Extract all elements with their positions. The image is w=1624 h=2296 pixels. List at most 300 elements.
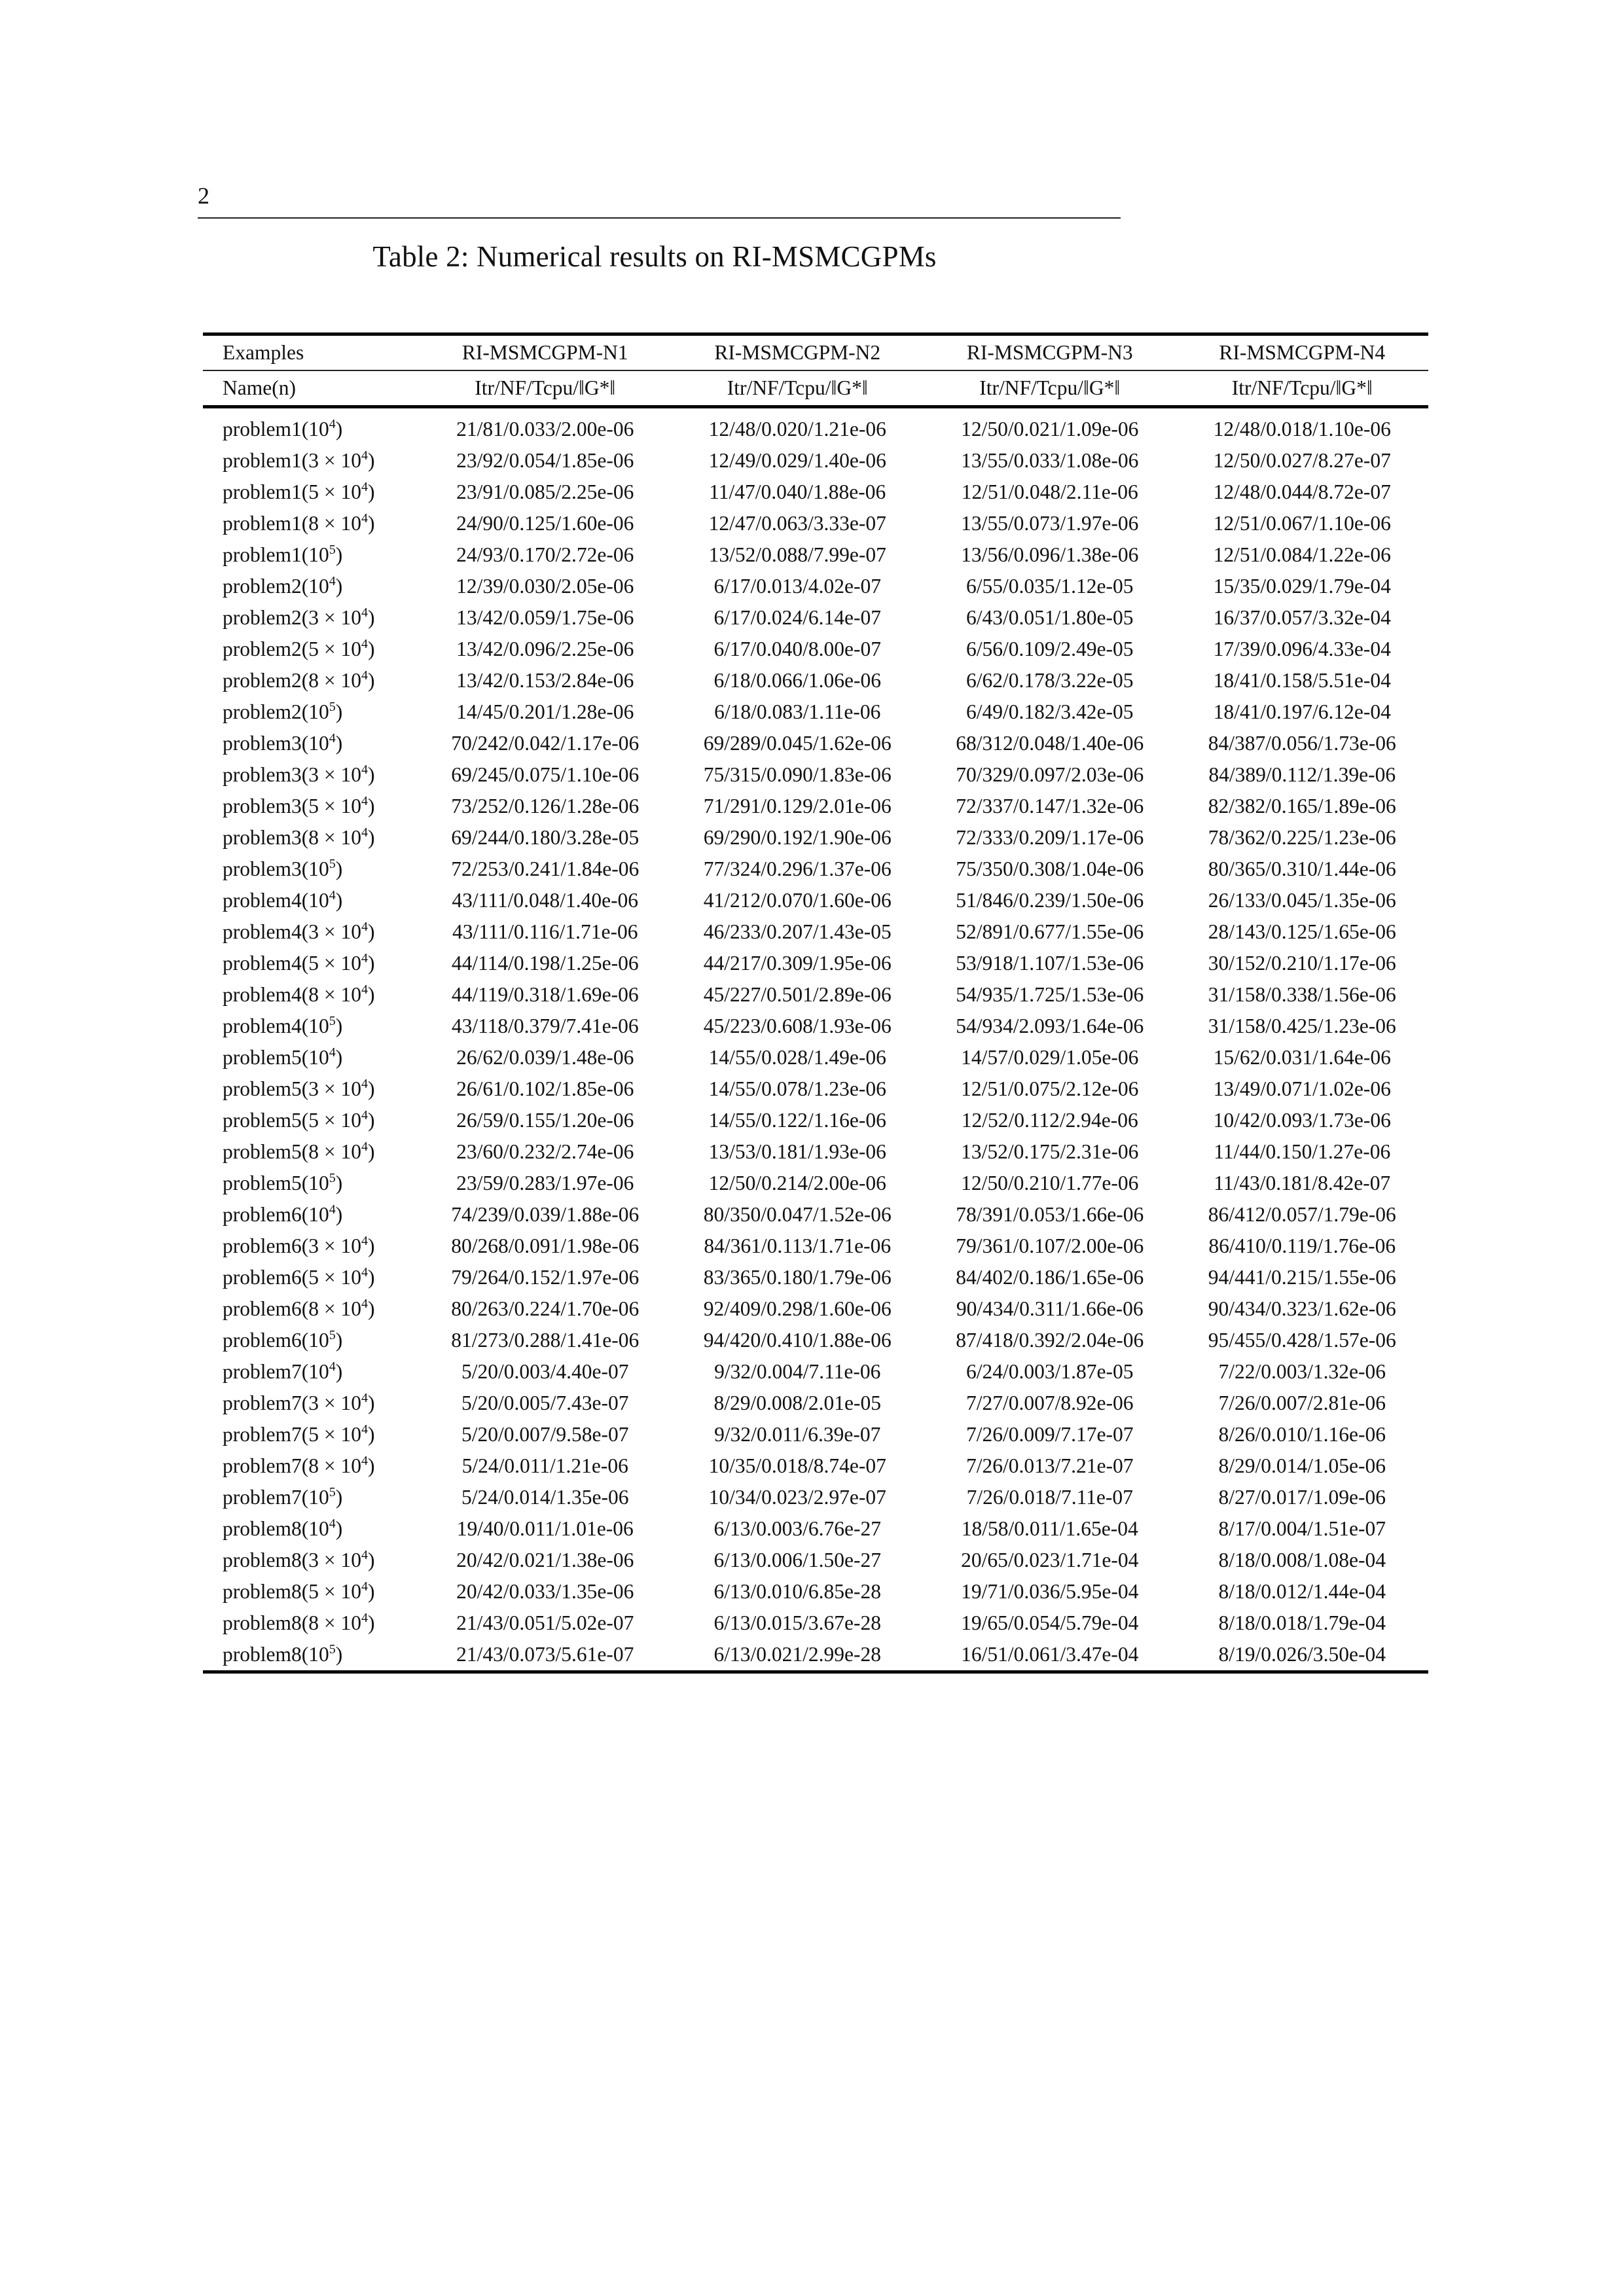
result-cell-n1: 44/119/0.318/1.69e-06 xyxy=(451,983,639,1006)
result-cell-n3: 13/55/0.073/1.97e-06 xyxy=(961,512,1139,535)
result-cell-n3: 75/350/0.308/1.04e-06 xyxy=(956,857,1144,880)
result-cell-n4: 8/18/0.008/1.08e-04 xyxy=(1218,1549,1386,1571)
result-cell-n1: 23/92/0.054/1.85e-06 xyxy=(456,449,634,472)
size-exponent: 4 xyxy=(361,1422,368,1437)
problem-name: problem8 xyxy=(223,1643,302,1666)
size-exponent: 4 xyxy=(329,1202,336,1217)
size-prefix: 5 × xyxy=(308,795,341,817)
result-cell-n3: 6/55/0.035/1.12e-05 xyxy=(966,575,1134,598)
result-cell-n2: 71/291/0.129/2.01e-06 xyxy=(703,795,892,817)
result-cell-n2: 77/324/0.296/1.37e-06 xyxy=(703,857,892,880)
problem-name-cell: $problem8(10^5)$ xyxy=(203,1639,419,1672)
problem-name: problem5 xyxy=(223,1172,302,1194)
result-cell-n4: 94/441/0.215/1.55e-06 xyxy=(1208,1266,1396,1289)
size-exponent: 4 xyxy=(361,1265,368,1280)
column-subheader: Itr/NF/Tcpu/‖G*‖ xyxy=(1176,370,1429,407)
table-row xyxy=(203,1105,1428,1136)
result-cell-n3: 87/418/0.392/2.04e-06 xyxy=(956,1329,1144,1352)
problem-name: problem3 xyxy=(223,826,302,849)
problem-name: problem7 xyxy=(223,1486,302,1509)
problem-name-cell: problem4(3 × $10^4$) xyxy=(223,920,375,943)
problem-name-cell: $problem4(10^5)$ xyxy=(223,1014,343,1037)
result-cell-n1: 23/91/0.085/2.25e-06 xyxy=(456,480,634,503)
result-cell-n4: 8/29/0.014/1.05e-06 xyxy=(1218,1454,1386,1477)
problem-name-cell: problem6(8 × $10^4$) xyxy=(223,1297,375,1320)
problem-name-cell: $problem2(10^4)$ xyxy=(223,574,343,598)
size-exponent: 5 xyxy=(329,1642,336,1657)
result-cell-n1: 21/43/0.073/5.61e-07 xyxy=(419,1639,672,1672)
result-cell-n2: 94/420/0.410/1.88e-06 xyxy=(703,1329,892,1352)
result-cell-n3: 7/26/0.018/7.11e-07 xyxy=(966,1486,1133,1509)
size-exponent: 4 xyxy=(361,1579,368,1594)
result-cell-n4: 18/41/0.158/5.51e-04 xyxy=(1213,669,1391,692)
results-table-container xyxy=(203,332,1428,1674)
problem-name-cell: problem1(3 × $10^4$) xyxy=(223,448,375,472)
result-cell-n1: 24/93/0.170/2.72e-06 xyxy=(456,543,634,566)
column-header: RI-MSMCGPM-N1 xyxy=(419,334,672,371)
table-row xyxy=(203,1325,1428,1356)
result-cell-n2: 12/48/0.020/1.21e-06 xyxy=(708,418,886,440)
size-exponent: 5 xyxy=(329,1485,336,1499)
size-exponent: 4 xyxy=(361,511,368,526)
size-prefix: 5 × xyxy=(308,1423,341,1446)
result-cell-n4: 80/365/0.310/1.44e-06 xyxy=(1208,857,1396,880)
table-row xyxy=(203,407,1428,446)
result-cell-n4: 78/362/0.225/1.23e-06 xyxy=(1208,826,1396,849)
table-row xyxy=(203,476,1428,508)
column-subheader: Itr/NF/Tcpu/‖G*‖ xyxy=(419,370,672,407)
result-cell-n1: 13/42/0.153/2.84e-06 xyxy=(456,669,634,692)
result-cell-n1: 21/43/0.051/5.02e-07 xyxy=(456,1611,634,1634)
result-cell-n4: 15/62/0.031/1.64e-06 xyxy=(1213,1046,1391,1069)
result-cell-n3: 90/434/0.311/1.66e-06 xyxy=(956,1297,1144,1320)
size-exponent: 4 xyxy=(361,794,368,808)
column-header: Examples xyxy=(203,334,419,371)
result-cell-n4: 30/152/0.210/1.17e-06 xyxy=(1208,952,1396,975)
size-exponent: 5 xyxy=(329,543,336,557)
result-cell-n3: 18/58/0.011/1.65e-04 xyxy=(961,1517,1138,1540)
result-cell-n2: 6/17/0.024/6.14e-07 xyxy=(713,606,881,629)
problem-name-cell: $problem3(10^4)$ xyxy=(223,731,343,755)
problem-name-cell: problem6(3 × $10^4$) xyxy=(223,1234,375,1257)
result-cell-n4: 8/19/0.026/3.50e-04 xyxy=(1176,1639,1429,1672)
result-cell-n3: 14/57/0.029/1.05e-06 xyxy=(961,1046,1139,1069)
result-cell-n4: 12/48/0.018/1.10e-06 xyxy=(1213,418,1391,440)
size-exponent: 5 xyxy=(329,1171,336,1185)
result-cell-n2: 6/13/0.021/2.99e-28 xyxy=(672,1639,924,1672)
problem-name: problem3 xyxy=(223,763,302,786)
problem-name: problem8 xyxy=(223,1549,302,1571)
problem-name: problem4 xyxy=(223,920,302,943)
result-cell-n3: 70/329/0.097/2.03e-06 xyxy=(956,763,1144,786)
result-cell-n4: 12/51/0.084/1.22e-06 xyxy=(1213,543,1391,566)
result-cell-n2: 8/29/0.008/2.01e-05 xyxy=(713,1391,881,1414)
problem-name: problem4 xyxy=(223,983,302,1006)
result-cell-n4: 31/158/0.425/1.23e-06 xyxy=(1208,1014,1396,1037)
result-cell-n1: 5/20/0.007/9.58e-07 xyxy=(461,1423,629,1446)
table-row xyxy=(203,1136,1428,1168)
result-cell-n2: 6/17/0.040/8.00e-07 xyxy=(713,637,881,660)
result-cell-n2: 10/35/0.018/8.74e-07 xyxy=(708,1454,886,1477)
result-cell-n4: 84/387/0.056/1.73e-06 xyxy=(1208,732,1396,755)
column-subheader: Itr/NF/Tcpu/‖G*‖ xyxy=(924,370,1176,407)
result-cell-n1: 69/245/0.075/1.10e-06 xyxy=(451,763,640,786)
size-prefix: 3 × xyxy=(308,1549,341,1571)
result-cell-n2: 10/34/0.023/2.97e-07 xyxy=(708,1486,886,1509)
result-cell-n3: 7/26/0.013/7.21e-07 xyxy=(966,1454,1134,1477)
result-cell-n1: 5/24/0.014/1.35e-06 xyxy=(461,1486,629,1509)
result-cell-n1: 23/59/0.283/1.97e-06 xyxy=(456,1172,634,1194)
result-cell-n4: 13/49/0.071/1.02e-06 xyxy=(1213,1077,1391,1100)
result-cell-n3: 79/361/0.107/2.00e-06 xyxy=(956,1234,1144,1257)
size-exponent: 4 xyxy=(361,1234,368,1248)
column-header: RI-MSMCGPM-N3 xyxy=(924,334,1176,371)
page-number: 2 xyxy=(198,183,209,209)
table-row xyxy=(203,1199,1428,1230)
result-cell-n3: 20/65/0.023/1.71e-04 xyxy=(961,1549,1139,1571)
problem-name: problem7 xyxy=(223,1423,302,1446)
result-cell-n2: 69/290/0.192/1.90e-06 xyxy=(703,826,892,849)
size-exponent: 4 xyxy=(361,1454,368,1468)
size-exponent: 4 xyxy=(329,731,336,745)
problem-name-cell: problem4(5 × $10^4$) xyxy=(223,951,375,975)
problem-name-cell: $problem1(10^4)$ xyxy=(223,417,343,440)
result-cell-n2: 12/49/0.029/1.40e-06 xyxy=(708,449,886,472)
result-cell-n4: 8/27/0.017/1.09e-06 xyxy=(1218,1486,1386,1509)
size-prefix: 8 × xyxy=(308,1140,341,1163)
table-row xyxy=(203,1639,1428,1672)
result-cell-n2: 13/53/0.181/1.93e-06 xyxy=(708,1140,886,1163)
table-row xyxy=(203,1042,1428,1073)
problem-name-cell: problem2(5 × $10^4$) xyxy=(223,637,375,660)
result-cell-n4: 90/434/0.323/1.62e-06 xyxy=(1208,1297,1396,1320)
result-cell-n3: 68/312/0.048/1.40e-06 xyxy=(956,732,1144,755)
result-cell-n1: 13/42/0.059/1.75e-06 xyxy=(456,606,634,629)
result-cell-n1: 43/111/0.116/1.71e-06 xyxy=(452,920,638,943)
size-exponent: 4 xyxy=(329,417,336,431)
result-cell-n4: 15/35/0.029/1.79e-04 xyxy=(1213,575,1391,598)
result-cell-n1: 5/20/0.005/7.43e-07 xyxy=(461,1391,629,1414)
result-cell-n4: 12/51/0.067/1.10e-06 xyxy=(1213,512,1391,535)
column-subheader: Itr/NF/Tcpu/‖G*‖ xyxy=(672,370,924,407)
result-cell-n4: 8/18/0.012/1.44e-04 xyxy=(1218,1580,1386,1603)
problem-name-cell: $problem5(10^5)$ xyxy=(223,1171,343,1194)
table-row xyxy=(203,445,1428,476)
problem-name: problem6 xyxy=(223,1266,302,1289)
problem-name-cell: problem8(8 × $10^4$) xyxy=(223,1611,375,1634)
result-cell-n3: 7/26/0.009/7.17e-07 xyxy=(966,1423,1134,1446)
size-prefix: 8 × xyxy=(308,512,341,535)
size-exponent: 5 xyxy=(329,1014,336,1028)
result-cell-n1: 80/263/0.224/1.70e-06 xyxy=(451,1297,640,1320)
problem-name-cell: problem7(3 × $10^4$) xyxy=(223,1391,375,1414)
result-cell-n3: 72/337/0.147/1.32e-06 xyxy=(956,795,1144,817)
problem-name-cell: $problem6(10^5)$ xyxy=(223,1328,343,1352)
result-cell-n3: 53/918/1.107/1.53e-06 xyxy=(956,952,1144,975)
problem-name-cell: $problem3(10^5)$ xyxy=(223,857,343,880)
result-cell-n2: 9/32/0.004/7.11e-06 xyxy=(714,1360,881,1383)
result-cell-n3: 12/52/0.112/2.94e-06 xyxy=(961,1109,1138,1132)
table-row xyxy=(203,665,1428,696)
table-row xyxy=(203,696,1428,728)
result-cell-n1: 23/60/0.232/2.74e-06 xyxy=(456,1140,634,1163)
result-cell-n4: 28/143/0.125/1.65e-06 xyxy=(1208,920,1396,943)
problem-name-cell: problem5(5 × $10^4$) xyxy=(223,1108,375,1132)
result-cell-n4: 7/26/0.007/2.81e-06 xyxy=(1218,1391,1386,1414)
problem-name: problem4 xyxy=(223,1014,302,1037)
problem-name-cell: problem8(5 × $10^4$) xyxy=(223,1579,375,1603)
column-subheader: Name(n) xyxy=(203,370,419,407)
result-cell-n1: 73/252/0.126/1.28e-06 xyxy=(451,795,640,817)
result-cell-n4: 11/43/0.181/8.42e-07 xyxy=(1214,1172,1391,1194)
result-cell-n3: 13/55/0.033/1.08e-06 xyxy=(961,449,1139,472)
size-exponent: 4 xyxy=(361,1611,368,1625)
problem-name: problem2 xyxy=(223,669,302,692)
result-cell-n2: 83/365/0.180/1.79e-06 xyxy=(703,1266,892,1289)
result-cell-n1: 44/114/0.198/1.25e-06 xyxy=(451,952,639,975)
result-cell-n3: 6/56/0.109/2.49e-05 xyxy=(966,637,1134,660)
result-cell-n2: 6/13/0.015/3.67e-28 xyxy=(713,1611,881,1634)
result-cell-n2: 45/227/0.501/2.89e-06 xyxy=(703,983,892,1006)
result-cell-n3: 6/49/0.182/3.42e-05 xyxy=(966,700,1134,723)
result-cell-n4: 10/42/0.093/1.73e-06 xyxy=(1213,1109,1391,1132)
result-cell-n2: 11/47/0.040/1.88e-06 xyxy=(709,480,886,503)
problem-name: problem6 xyxy=(223,1234,302,1257)
problem-name-cell: $problem2(10^5)$ xyxy=(223,700,343,723)
result-cell-n4: 86/410/0.119/1.76e-06 xyxy=(1208,1234,1396,1257)
size-prefix: 8 × xyxy=(308,826,341,849)
size-prefix: 8 × xyxy=(308,1454,341,1477)
problem-name-cell: problem6(5 × $10^4$) xyxy=(223,1265,375,1289)
problem-name: problem1 xyxy=(223,543,302,566)
table-row xyxy=(203,1450,1428,1482)
problem-name: problem3 xyxy=(223,732,302,755)
result-cell-n3: 12/50/0.210/1.77e-06 xyxy=(961,1172,1139,1194)
result-cell-n4: 12/48/0.044/8.72e-07 xyxy=(1213,480,1391,503)
size-prefix: 8 × xyxy=(308,983,341,1006)
table-row xyxy=(203,1607,1428,1639)
size-prefix: 5 × xyxy=(308,1109,341,1132)
problem-name: problem5 xyxy=(223,1046,302,1069)
result-cell-n1: 26/62/0.039/1.48e-06 xyxy=(456,1046,634,1069)
table-row xyxy=(203,1356,1428,1388)
table-row xyxy=(203,728,1428,759)
problem-name-cell: problem1(8 × $10^4$) xyxy=(223,511,375,535)
size-prefix: 3 × xyxy=(308,1391,341,1414)
table-row xyxy=(203,571,1428,602)
size-exponent: 5 xyxy=(329,700,336,714)
size-exponent: 5 xyxy=(329,857,336,871)
result-cell-n3: 13/56/0.096/1.38e-06 xyxy=(961,543,1139,566)
table-row xyxy=(203,853,1428,885)
result-cell-n2: 6/18/0.083/1.11e-06 xyxy=(714,700,881,723)
result-cell-n4: 12/50/0.027/8.27e-07 xyxy=(1213,449,1391,472)
result-cell-n3: 19/71/0.036/5.95e-04 xyxy=(961,1580,1139,1603)
result-cell-n4: 8/17/0.004/1.51e-07 xyxy=(1218,1517,1386,1540)
result-cell-n3: 12/51/0.075/2.12e-06 xyxy=(961,1077,1139,1100)
result-cell-n4: 17/39/0.096/4.33e-04 xyxy=(1213,637,1391,660)
problem-name-cell: problem1(5 × $10^4$) xyxy=(223,480,375,503)
result-cell-n1: 70/242/0.042/1.17e-06 xyxy=(451,732,640,755)
problem-name-cell: problem2(8 × $10^4$) xyxy=(223,668,375,692)
problem-name: problem4 xyxy=(223,889,302,912)
result-cell-n1: 12/39/0.030/2.05e-06 xyxy=(456,575,634,598)
problem-name: problem6 xyxy=(223,1297,302,1320)
size-exponent: 4 xyxy=(361,920,368,934)
table-row xyxy=(203,508,1428,539)
result-cell-n1: 20/42/0.033/1.35e-06 xyxy=(456,1580,634,1603)
table-row xyxy=(203,1073,1428,1105)
table-row xyxy=(203,539,1428,571)
size-prefix: 3 × xyxy=(308,449,341,472)
table-caption: Table 2: Numerical results on RI-MSMCGPMs xyxy=(372,240,937,273)
result-cell-n1: 81/273/0.288/1.41e-06 xyxy=(451,1329,640,1352)
size-exponent: 4 xyxy=(361,1548,368,1562)
result-cell-n2: 41/212/0.070/1.60e-06 xyxy=(703,889,892,912)
size-prefix: 3 × xyxy=(308,920,341,943)
size-prefix: 3 × xyxy=(308,1077,341,1100)
problem-name-cell: problem7(5 × $10^4$) xyxy=(223,1422,375,1446)
problem-name: problem7 xyxy=(223,1360,302,1383)
result-cell-n2: 13/52/0.088/7.99e-07 xyxy=(708,543,886,566)
result-cell-n2: 69/289/0.045/1.62e-06 xyxy=(703,732,892,755)
size-exponent: 4 xyxy=(361,668,368,683)
result-cell-n2: 6/13/0.003/6.76e-27 xyxy=(713,1517,881,1540)
header-rule xyxy=(198,217,1121,219)
problem-name: problem8 xyxy=(223,1611,302,1634)
table-row xyxy=(203,1230,1428,1262)
table-row xyxy=(203,916,1428,948)
problem-name: problem1 xyxy=(223,449,302,472)
size-exponent: 4 xyxy=(361,762,368,777)
size-prefix: 8 × xyxy=(308,669,341,692)
table-row xyxy=(203,602,1428,634)
problem-name: problem2 xyxy=(223,700,302,723)
result-cell-n2: 92/409/0.298/1.60e-06 xyxy=(703,1297,892,1320)
result-cell-n1: 79/264/0.152/1.97e-06 xyxy=(451,1266,640,1289)
size-prefix: 3 × xyxy=(308,763,341,786)
problem-name-cell: problem3(8 × $10^4$) xyxy=(223,825,375,849)
size-prefix: 3 × xyxy=(308,606,341,629)
problem-name: problem8 xyxy=(223,1517,302,1540)
problem-name: problem1 xyxy=(223,418,302,440)
result-cell-n3: 6/62/0.178/3.22e-05 xyxy=(966,669,1134,692)
result-cell-n3: 12/50/0.021/1.09e-06 xyxy=(961,418,1139,440)
table-row xyxy=(203,1011,1428,1042)
result-cell-n1: 21/81/0.033/2.00e-06 xyxy=(456,418,634,440)
size-exponent: 4 xyxy=(329,1045,336,1060)
result-cell-n1: 5/20/0.003/4.40e-07 xyxy=(461,1360,629,1383)
result-cell-n1: 69/244/0.180/3.28e-05 xyxy=(451,826,640,849)
size-exponent: 4 xyxy=(329,888,336,903)
result-cell-n4: 7/22/0.003/1.32e-06 xyxy=(1218,1360,1386,1383)
result-cell-n2: 14/55/0.028/1.49e-06 xyxy=(708,1046,886,1069)
table-body xyxy=(203,407,1428,1672)
result-cell-n3: 16/51/0.061/3.47e-04 xyxy=(924,1639,1176,1672)
result-cell-n3: 13/52/0.175/2.31e-06 xyxy=(961,1140,1139,1163)
problem-name-cell: $problem4(10^4)$ xyxy=(223,888,343,912)
problem-name: problem1 xyxy=(223,512,302,535)
problem-name: problem2 xyxy=(223,575,302,598)
result-cell-n1: 74/239/0.039/1.88e-06 xyxy=(451,1203,640,1226)
result-cell-n4: 84/389/0.112/1.39e-06 xyxy=(1208,763,1396,786)
result-cell-n1: 43/118/0.379/7.41e-06 xyxy=(451,1014,639,1037)
result-cell-n2: 45/223/0.608/1.93e-06 xyxy=(703,1014,892,1037)
table-row xyxy=(203,948,1428,979)
problem-name-cell: problem3(3 × $10^4$) xyxy=(223,762,375,786)
problem-name: problem7 xyxy=(223,1454,302,1477)
size-prefix: 5 × xyxy=(308,480,341,503)
result-cell-n3: 78/391/0.053/1.66e-06 xyxy=(956,1203,1144,1226)
size-exponent: 4 xyxy=(361,951,368,965)
result-cell-n3: 72/333/0.209/1.17e-06 xyxy=(956,826,1144,849)
problem-name: problem3 xyxy=(223,795,302,817)
result-cell-n4: 31/158/0.338/1.56e-06 xyxy=(1208,983,1396,1006)
result-cell-n1: 26/59/0.155/1.20e-06 xyxy=(456,1109,634,1132)
problem-name-cell: problem7(8 × $10^4$) xyxy=(223,1454,375,1477)
result-cell-n3: 52/891/0.677/1.55e-06 xyxy=(956,920,1144,943)
result-cell-n2: 12/47/0.063/3.33e-07 xyxy=(708,512,886,535)
result-cell-n4: 8/26/0.010/1.16e-06 xyxy=(1218,1423,1386,1446)
size-exponent: 4 xyxy=(329,1516,336,1531)
result-cell-n2: 6/17/0.013/4.02e-07 xyxy=(713,575,881,598)
size-prefix: 5 × xyxy=(308,952,341,975)
result-cell-n3: 51/846/0.239/1.50e-06 xyxy=(956,889,1144,912)
table-row xyxy=(203,759,1428,791)
problem-name: problem7 xyxy=(223,1391,302,1414)
problem-name-cell: $problem6(10^4)$ xyxy=(223,1202,343,1226)
size-prefix: 3 × xyxy=(308,1234,341,1257)
size-exponent: 4 xyxy=(361,1077,368,1091)
size-prefix: 5 × xyxy=(308,1266,341,1289)
problem-name-cell: $problem5(10^4)$ xyxy=(223,1045,343,1069)
results-table xyxy=(203,332,1428,1674)
problem-name: problem6 xyxy=(223,1203,302,1226)
table-row xyxy=(203,1293,1428,1325)
table-row xyxy=(203,1513,1428,1545)
result-cell-n4: 18/41/0.197/6.12e-04 xyxy=(1213,700,1391,723)
problem-name: problem4 xyxy=(223,952,302,975)
table-row xyxy=(203,1262,1428,1293)
problem-name: problem2 xyxy=(223,606,302,629)
problem-name-cell: $problem7(10^5)$ xyxy=(223,1485,343,1509)
size-exponent: 5 xyxy=(329,1328,336,1342)
result-cell-n3: 54/934/2.093/1.64e-06 xyxy=(956,1014,1144,1037)
table-row xyxy=(203,634,1428,665)
result-cell-n3: 7/27/0.007/8.92e-06 xyxy=(966,1391,1134,1414)
size-prefix: 5 × xyxy=(308,1580,341,1603)
result-cell-n4: 26/133/0.045/1.35e-06 xyxy=(1208,889,1396,912)
problem-name: problem5 xyxy=(223,1140,302,1163)
problem-name-cell: problem4(8 × $10^4$) xyxy=(223,982,375,1006)
result-cell-n1: 19/40/0.011/1.01e-06 xyxy=(456,1517,634,1540)
result-cell-n2: 6/13/0.006/1.50e-27 xyxy=(713,1549,881,1571)
result-cell-n2: 46/233/0.207/1.43e-05 xyxy=(703,920,892,943)
result-cell-n1: 72/253/0.241/1.84e-06 xyxy=(451,857,640,880)
result-cell-n2: 14/55/0.078/1.23e-06 xyxy=(708,1077,886,1100)
result-cell-n1: 20/42/0.021/1.38e-06 xyxy=(456,1549,634,1571)
header-row-metrics xyxy=(203,370,1428,407)
problem-name-cell: problem3(5 × $10^4$) xyxy=(223,794,375,817)
problem-name: problem5 xyxy=(223,1077,302,1100)
result-cell-n3: 84/402/0.186/1.65e-06 xyxy=(956,1266,1144,1289)
result-cell-n2: 14/55/0.122/1.16e-06 xyxy=(708,1109,886,1132)
table-row xyxy=(203,1482,1428,1513)
size-prefix: 8 × xyxy=(308,1297,341,1320)
result-cell-n2: 6/18/0.066/1.06e-06 xyxy=(713,669,881,692)
problem-name-cell: $problem7(10^4)$ xyxy=(223,1359,343,1383)
size-exponent: 4 xyxy=(361,1139,368,1154)
